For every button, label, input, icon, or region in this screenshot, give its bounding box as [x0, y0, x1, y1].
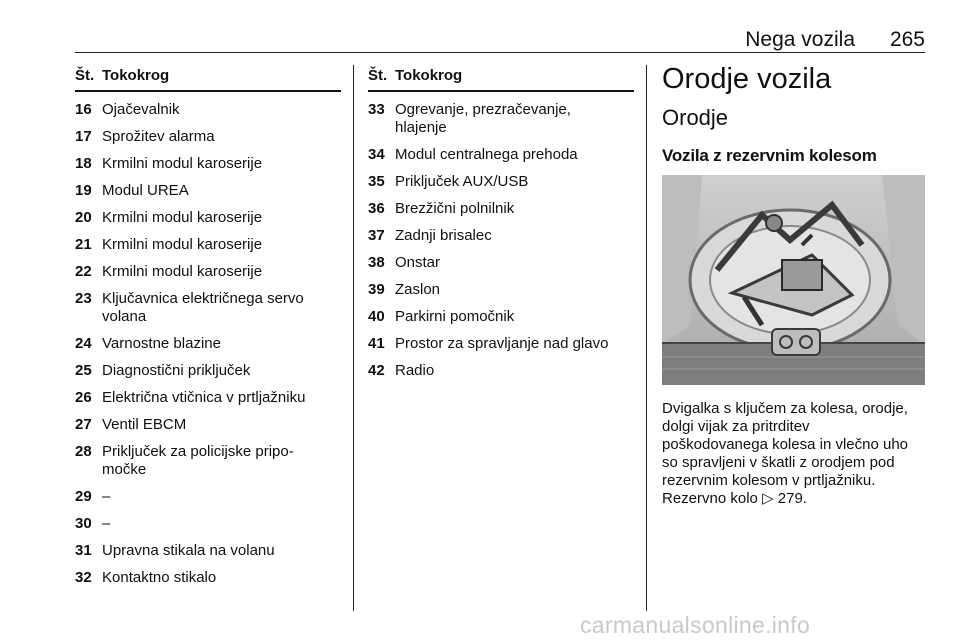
fuse-number: 27	[75, 416, 92, 433]
circuit-label: Krmilni modul karoserije	[102, 155, 263, 172]
paragraph-line: rezervnim kolesom v prtljažniku.	[662, 472, 876, 489]
circuit-label: Ventil EBCM	[102, 416, 187, 433]
fuse-number: 24	[75, 335, 92, 352]
circuit-label: Zaslon	[395, 281, 441, 298]
fuse-table-2	[368, 65, 634, 380]
table-header-number: Št.	[75, 67, 95, 84]
circuit-label: Modul centralnega prehoda	[395, 146, 578, 163]
fuse-table-1	[75, 65, 341, 587]
table-row	[75, 389, 341, 407]
fuse-number: 26	[75, 389, 92, 406]
circuit-label: Krmilni modul karoserije	[102, 263, 263, 280]
circuit-label-line: močke	[102, 461, 147, 478]
table-row	[75, 182, 341, 200]
circuit-label-line: volana	[102, 308, 147, 325]
circuit-label: Ojačevalnik	[102, 101, 180, 118]
table-row	[75, 488, 341, 506]
table-row	[368, 335, 634, 353]
circuit-label: Radio	[395, 362, 435, 379]
circuit-label: Zadnji brisalec	[395, 227, 492, 244]
fuse-number: 20	[75, 209, 92, 226]
table-row	[75, 362, 341, 380]
reference-text: Rezervno kolo	[662, 490, 758, 507]
table-row	[368, 200, 634, 218]
table-row	[75, 236, 341, 254]
table-row	[368, 281, 634, 299]
fuse-number: 25	[75, 362, 92, 379]
circuit-label: Kontaktno stikalo	[102, 569, 217, 586]
table-rows	[368, 101, 634, 380]
table-header	[75, 65, 341, 92]
circuit-label-line: hlajenje	[395, 119, 447, 136]
circuit-label: Krmilni modul karoserije	[102, 236, 263, 253]
fuse-number: 16	[75, 101, 92, 118]
page-number: 265	[889, 28, 925, 51]
fuse-number: 23	[75, 290, 92, 307]
fuse-number: 30	[75, 515, 92, 532]
table-row	[75, 515, 341, 533]
circuit-label: Onstar	[395, 254, 441, 271]
table-row	[75, 443, 341, 479]
fuse-number: 34	[368, 146, 385, 163]
circuit-label: Brezžični polnilnik	[395, 200, 515, 217]
fuse-number: 22	[75, 263, 92, 280]
paragraph-line: so spravljeni v škatli z orodjem pod	[662, 454, 895, 471]
tools-description	[662, 400, 927, 508]
subsubsection-title: Vozila z rezervnim kolesom	[662, 146, 877, 165]
fuse-number: 37	[368, 227, 385, 244]
circuit-label: Modul UREA	[102, 182, 189, 199]
page-header	[75, 28, 925, 52]
circuit-label-line: Ključavnica električnega servo	[102, 290, 304, 307]
circuit-label: Prostor za spravljanje nad glavo	[395, 335, 609, 352]
fuse-number: 31	[75, 542, 92, 559]
table-row	[75, 101, 341, 119]
circuit-label-line: Ogrevanje, prezračevanje,	[395, 101, 571, 118]
circuit-label: –	[102, 488, 111, 505]
circuit-label: Krmilni modul karoserije	[102, 209, 263, 226]
table-header-circuit: Tokokrog	[395, 67, 463, 84]
subsection-title: Orodje	[662, 105, 729, 130]
circuit-label: Varnostne blazine	[102, 335, 221, 352]
paragraph-line: dolgi vijak za pritrditev	[662, 418, 810, 435]
table-row	[75, 416, 341, 434]
table-row	[75, 128, 341, 146]
watermark-text: carmanualsonline.info	[580, 612, 811, 638]
fuse-number: 28	[75, 443, 92, 460]
table-row	[75, 542, 341, 560]
table-row	[368, 308, 634, 326]
fuse-number: 35	[368, 173, 385, 190]
table-row	[75, 209, 341, 227]
spare-wheel-toolbox-photo	[662, 175, 925, 385]
fuse-number: 21	[75, 236, 92, 253]
table-row	[75, 263, 341, 281]
fuse-number: 29	[75, 488, 92, 505]
vehicle-tools-section	[662, 62, 927, 508]
circuit-label: Upravna stikala na volanu	[102, 542, 275, 559]
table-rows	[75, 101, 341, 587]
column-divider	[646, 65, 647, 611]
fuse-number: 17	[75, 128, 92, 145]
fuse-number: 36	[368, 200, 385, 217]
paragraph-line: Dvigalka s ključem za kolesa, orodje,	[662, 400, 908, 417]
fuse-number: 18	[75, 155, 92, 172]
circuit-label-line: Priključek za policijske pripo-	[102, 443, 294, 460]
fuse-number: 41	[368, 335, 385, 352]
fuse-number: 19	[75, 182, 92, 199]
table-header-circuit: Tokokrog	[102, 67, 170, 84]
table-row	[75, 155, 341, 173]
paragraph-line: poškodovanega kolesa in vlečno uho	[662, 436, 909, 453]
circuit-label: –	[102, 515, 111, 532]
circuit-label: Parkirni pomočnik	[395, 308, 515, 325]
table-row	[75, 569, 341, 587]
table-header	[368, 65, 634, 92]
section-title: Orodje vozila	[662, 63, 832, 95]
paragraph-line-reference	[662, 490, 927, 508]
circuit-label: Diagnostični priključek	[102, 362, 251, 379]
circuit-label: Priključek AUX/USB	[395, 173, 529, 190]
table-row	[368, 173, 634, 191]
header-rule	[75, 52, 925, 53]
table-row	[75, 335, 341, 353]
circuit-label: Sprožitev alarma	[102, 128, 215, 145]
table-row	[75, 290, 341, 326]
reference-arrow-icon[interactable]: ▷	[762, 490, 774, 507]
table-row	[368, 146, 634, 164]
fuse-number: 42	[368, 362, 385, 379]
table-row	[368, 227, 634, 245]
fuse-number: 33	[368, 101, 385, 118]
table-row	[368, 101, 634, 137]
fuse-number: 38	[368, 254, 385, 271]
table-header-number: Št.	[368, 67, 388, 84]
fuse-number: 40	[368, 308, 385, 325]
trunk-photo-illustration	[662, 175, 925, 385]
header-title: Nega vozila	[745, 28, 855, 51]
reference-page-link[interactable]: 279.	[777, 490, 807, 507]
table-row	[368, 254, 634, 272]
fuse-number: 32	[75, 569, 92, 586]
fuse-number: 39	[368, 281, 385, 298]
column-divider	[353, 65, 354, 611]
circuit-label: Električna vtičnica v prtljažniku	[102, 389, 306, 406]
table-row	[368, 362, 634, 380]
